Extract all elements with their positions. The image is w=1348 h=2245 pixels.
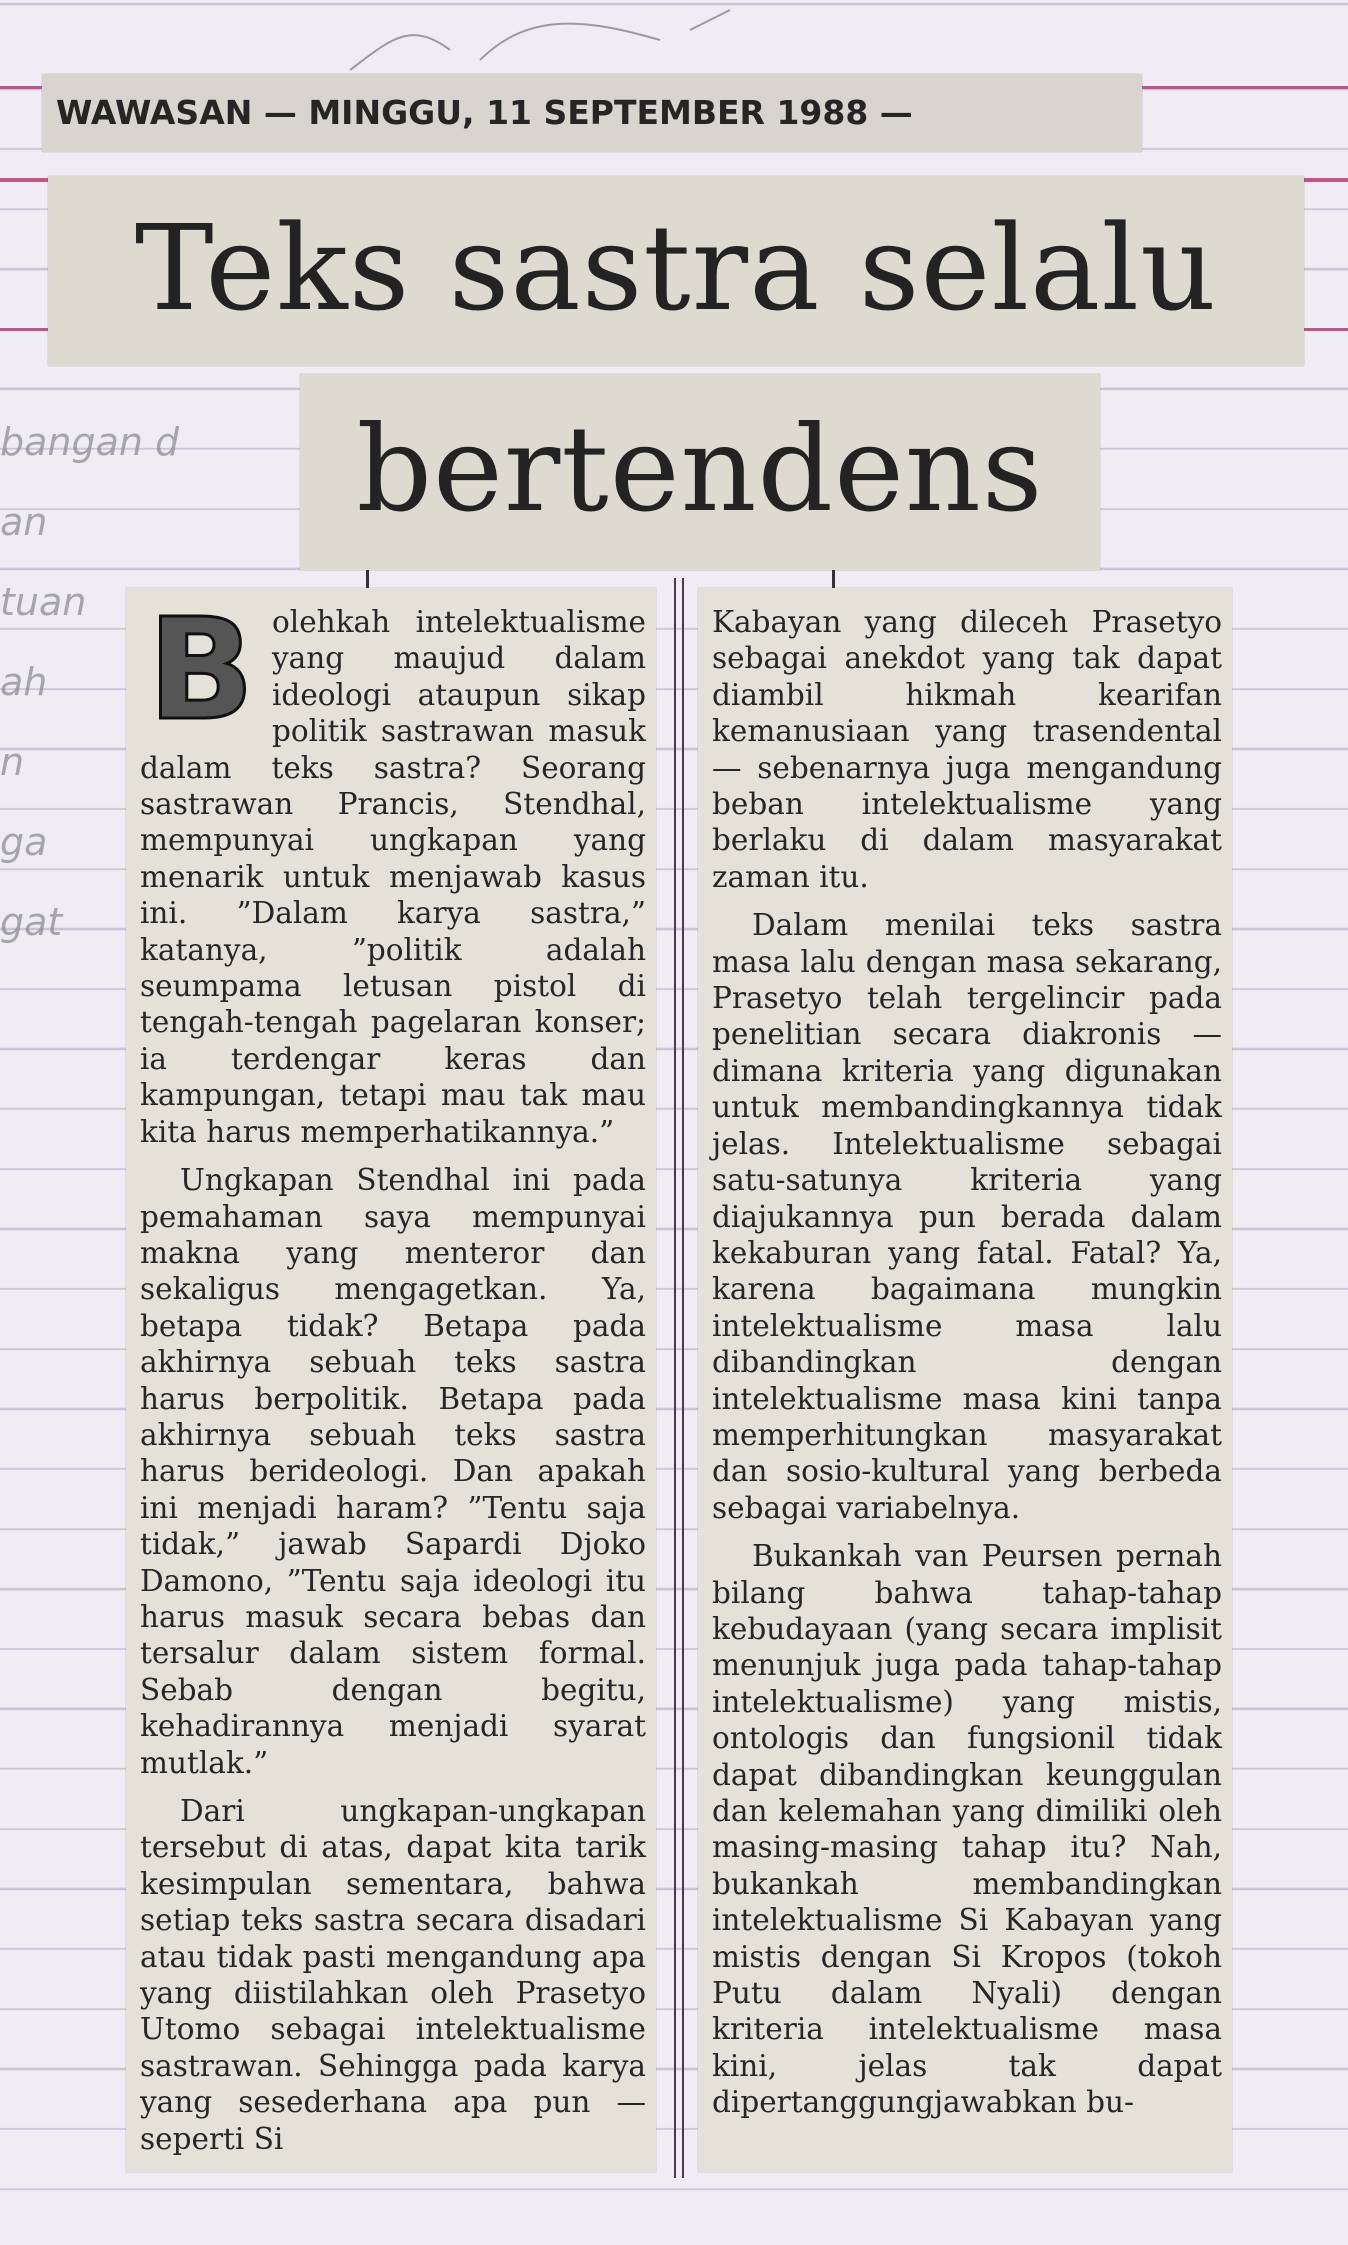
column-divider [682, 578, 684, 2178]
newspaper-masthead: WAWASAN — MINGGU, 11 SEPTEMBER 1988 — [42, 74, 1142, 152]
article-paragraph: Dalam menilai teks sastra masa lalu dengan masa sekarang, Prasetyo telah tergelincir pada penelitian secara diakronis — dimana kriteria yang digunakan untuk membandingkannya tidak jelas. Intelektualisme sebagai satu-satunya kriteria yang diajukannya pun berada dalam kekaburan yang fatal. Fatal? Ya, karena bagaimana mungkin intelektualisme masa lalu dibandingkan dengan intelektualisme masa kini tanpa memperhitungkan masyarakat dan sosio-kultural yang berbeda sebagai variabelnya. [712, 908, 1222, 1525]
margin-note: ah [0, 660, 48, 704]
margin-note: n [0, 740, 25, 784]
article-paragraph: Kabayan yang dileceh Prasetyo sebagai anekdot yang tak dapat diambil hikmah kearifan kemanusiaan yang trasendental — sebenarnya juga mengandung beban intelektualisme yang berlaku di dalam masyarakat zaman itu. [712, 605, 1222, 894]
headline-line-1: Teks sastra selalu [48, 176, 1304, 366]
article-paragraph: Ungkapan Stendhal ini pada pemahaman saya mempunyai makna yang menteror dan sekaligus mengagetkan. Ya, betapa tidak? Betapa pada akhirnya sebuah teks sastra harus berpolitik. Betapa pada akhirnya sebuah teks sastra harus berideologi. Dan apakah ini menjadi haram? ”Tentu saja tidak,” jawab Sapardi Djoko Damono, ”Tentu saja ideologi itu harus masuk secara bebas dan tersalur dalam sistem formal. Sebab dengan begitu, kehadirannya menjadi syarat mutlak.” [140, 1163, 646, 1780]
margin-note: an [0, 500, 48, 544]
margin-note: ga [0, 820, 48, 864]
article-paragraph [140, 589, 646, 1150]
paragraph-text: olehkah intelektualisme yang maujud dalam ideologi ataupun sikap politik sastrawan masuk dalam teks sastra? Seorang sastrawan Prancis, Stendhal, mempunyai ungkapan yang menarik untuk menjawab kasus ini. ”Dalam karya sastra,” katanya, ”politik adalah seumpama letusan pistol di tengah-tengah pagelaran konser; ia terdengar keras dan kampungan, tetapi mau tak mau kita harus memperhatikannya.” [140, 605, 646, 1149]
article-column-left [126, 588, 656, 2172]
pen-scribble [330, 0, 750, 80]
margin-note: gat [0, 900, 63, 944]
article-paragraph: Bukankah van Peursen pernah bilang bahwa tahap-tahap kebudayaan (yang secara implisit menunjuk juga pada tahap-tahap intelektualisme) yang mistis, ontologis dan fungsionil tidak dapat dibandingkan keunggulan dan kelemahan yang dimiliki oleh masing-masing tahap itu? Nah, bukankah membandingkan intelektualisme Si Kabayan yang mistis dengan Si Kropos (tokoh Putu dalam Nyali) dengan kriteria intelektualisme masa kini, jelas tak dapat dipertanggungjawabkan bu- [712, 1539, 1222, 2120]
margin-note: tuan [0, 580, 87, 624]
column-divider [674, 578, 676, 2178]
headline-line-2: bertendens [300, 374, 1100, 570]
article-paragraph: Dari ungkapan-ungkapan tersebut di atas, dapat kita tarik kesimpulan sementara, bahwa setiap teks sastra secara disadari atau tidak pasti mengandung apa yang diistilahkan oleh Prasetyo Utomo sebagai intelektualisme sastrawan. Sehingga pada karya yang sesederhana apa pun — seperti Si [140, 1794, 646, 2156]
margin-note: bangan d [0, 420, 180, 464]
article-column-right [698, 588, 1232, 2172]
drop-cap: B [147, 589, 255, 752]
margin-handwriting [0, 400, 180, 960]
